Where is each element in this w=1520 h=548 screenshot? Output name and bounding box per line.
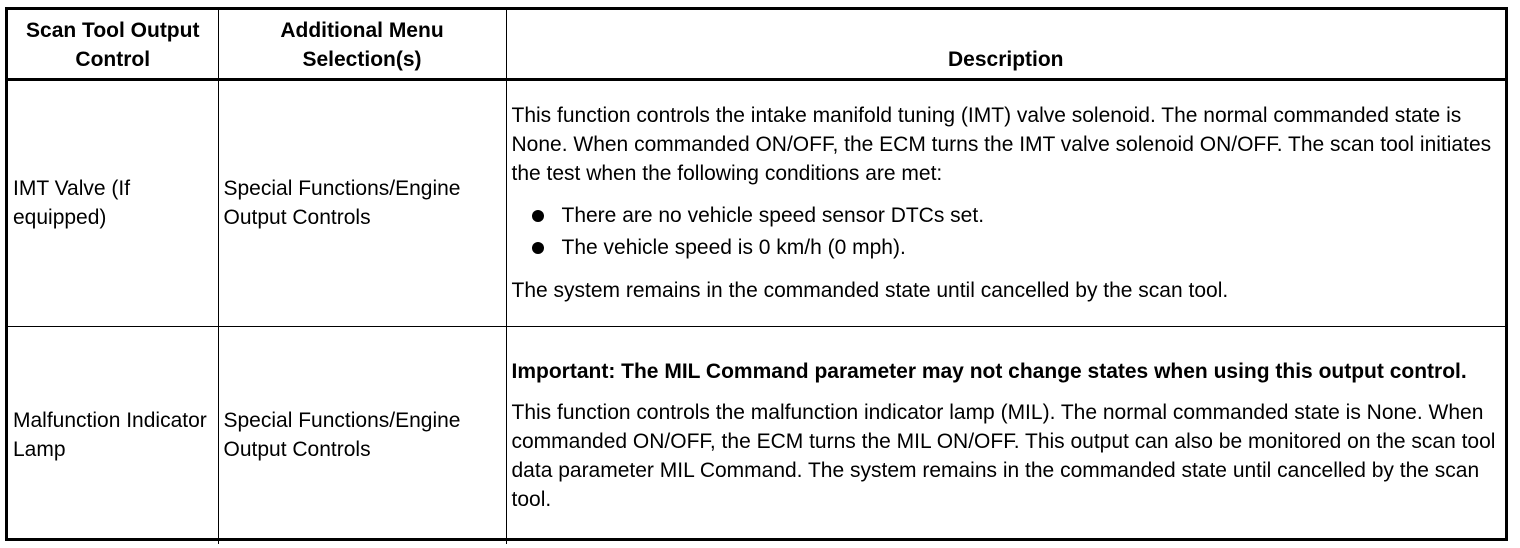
list-item [528, 200, 1501, 232]
header-additional-menu-selections: Additional Menu Selection(s) [218, 10, 506, 79]
conditions-list [512, 200, 1501, 264]
output-control-cell: IMT Valve (If equipped) [8, 79, 218, 326]
output-control-cell: Malfunction Indicator Lamp [8, 326, 218, 544]
header-scan-tool-output-control: Scan Tool Output Control [8, 10, 218, 79]
output-control-table [8, 10, 1505, 544]
table-row [8, 79, 1505, 326]
menu-selection-cell: Special Functions/Engine Output Controls [218, 79, 506, 326]
condition-text: There are no vehicle speed sensor DTCs set. [561, 204, 985, 227]
description-footer: The system remains in the commanded state until cancelled by the scan tool. [511, 279, 1229, 302]
table-header-row [8, 10, 1505, 79]
list-item [528, 232, 1501, 264]
menu-selection-cell: Special Functions/Engine Output Controls [218, 326, 506, 544]
bullet-icon [532, 210, 544, 222]
description-body: This function controls the malfunction indicator lamp (MIL). The normal commanded state is None. When commanded ON/OFF, the ECM turns the MIL ON/OFF. This output can also be monitored on the scan tool data parameter MIL Command. The system remains in the commanded state until cancelled by the scan tool. [511, 400, 1496, 511]
condition-text: The vehicle speed is 0 km/h (0 mph). [561, 236, 906, 259]
output-control-table-frame [5, 7, 1508, 541]
header-description: Description [506, 10, 1505, 79]
table-row [8, 326, 1505, 544]
description-cell [506, 326, 1505, 544]
description-intro: This function controls the intake manifold tuning (IMT) valve solenoid. The normal commanded state is None. When commanded ON/OFF, the ECM turns the IMT valve solenoid ON/OFF. The scan tool initiates the test when the following conditions are met: [511, 104, 1492, 185]
important-note: Important: The MIL Command parameter may not change states when using this output control. [511, 359, 1467, 383]
bullet-icon [532, 242, 544, 254]
description-cell [506, 79, 1505, 326]
